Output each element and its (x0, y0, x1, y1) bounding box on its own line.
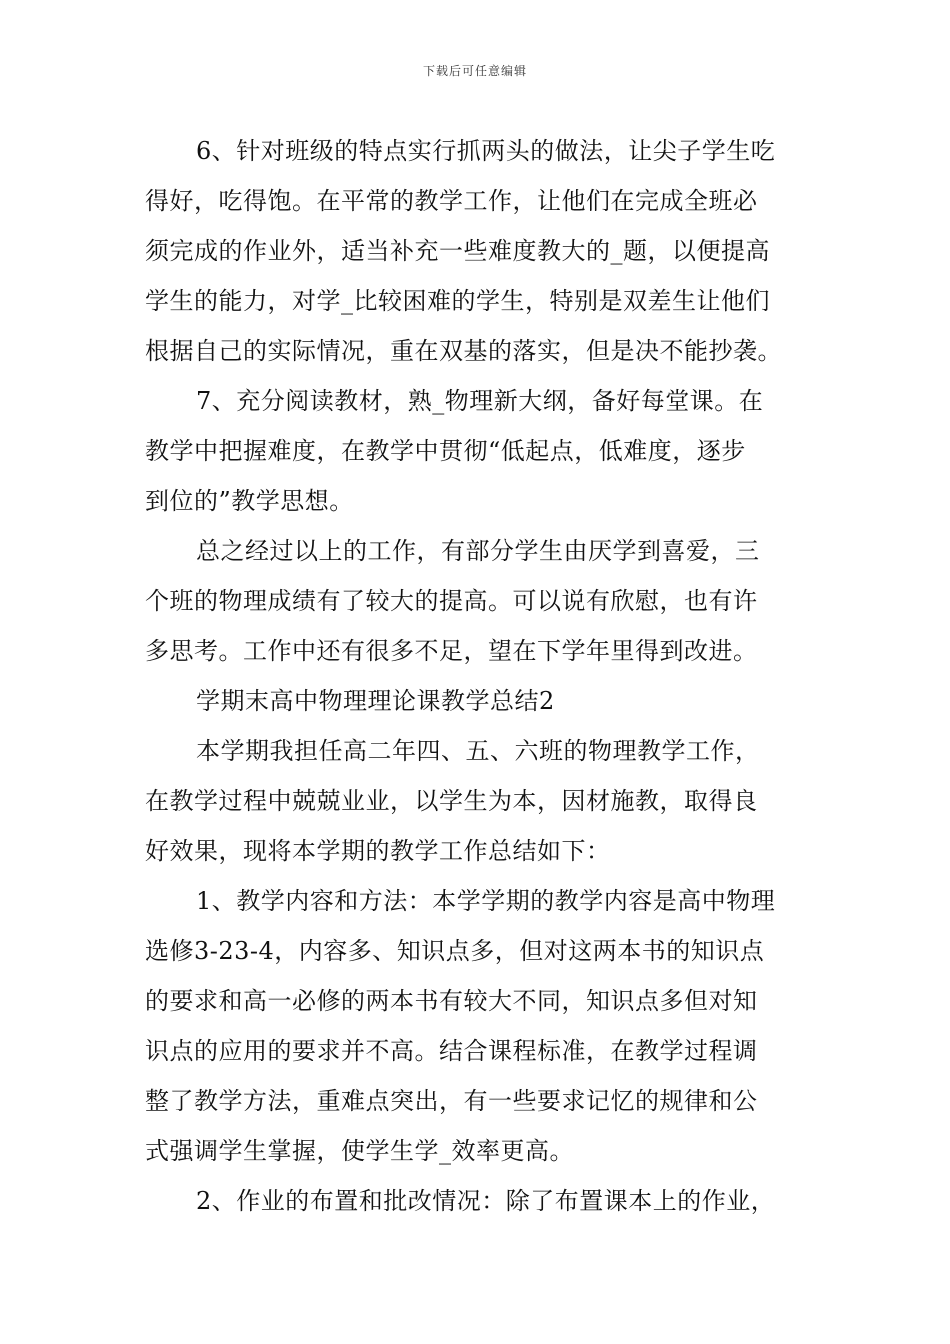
text-line: 本学期我担任高二年四、五、六班的物理教学工作， (196, 737, 760, 765)
section-heading: 学期末高中物理理论课教学总结2 (196, 687, 555, 715)
text-line: 选修3-23-4，内容多、知识点多，但对这两本书的知识点 (145, 937, 765, 965)
text-line: 须完成的作业外，适当补充一些难度教大的_题，以便提高 (145, 237, 770, 265)
text-line: 得好，吃得饱。在平常的教学工作，让他们在完成全班必 (145, 187, 758, 215)
text-line: 识点的应用的要求并不高。结合课程标准，在教学过程调 (145, 1037, 758, 1065)
text-line: 多思考。工作中还有很多不足，望在下学年里得到改进。 (145, 637, 758, 665)
text-line: 教学中把握难度，在教学中贯彻“低起点，低难度，逐步 (145, 437, 746, 465)
text-line: 个班的物理成绩有了较大的提高。可以说有欣慰，也有许 (145, 587, 758, 615)
text-line: 到位的”教学思想。 (145, 487, 354, 515)
text-line: 1、教学内容和方法：本学学期的教学内容是高中物理 (196, 887, 776, 915)
text-line: 7、充分阅读教材，熟_物理新大纲，备好每堂课。在 (196, 387, 764, 415)
text-line: 2、作业的布置和批改情况：除了布置课本上的作业， (196, 1187, 776, 1215)
text-line: 总之经过以上的工作，有部分学生由厌学到喜爱，三 (196, 537, 760, 565)
text-line: 式强调学生掌握，使学生学_效率更高。 (145, 1137, 574, 1165)
document-body (145, 126, 810, 1226)
text-line: 根据自己的实际情况，重在双基的落实，但是决不能抄袭。 (145, 337, 782, 365)
text-line: 在教学过程中兢兢业业，以学生为本，因材施教，取得良 (145, 787, 758, 815)
text-line: 的要求和高一必修的两本书有较大不同，知识点多但对知 (145, 987, 758, 1015)
text-line: 整了教学方法，重难点突出，有一些要求记忆的规律和公 (145, 1087, 758, 1115)
page-header: 下载后可任意编辑 (422, 64, 527, 78)
text-line: 学生的能力，对学_比较困难的学生，特别是双差生让他们 (145, 287, 770, 315)
text-line: 好效果，现将本学期的教学工作总结如下： (145, 837, 611, 865)
text-line: 6、针对班级的特点实行抓两头的做法，让尖子学生吃 (196, 137, 776, 165)
